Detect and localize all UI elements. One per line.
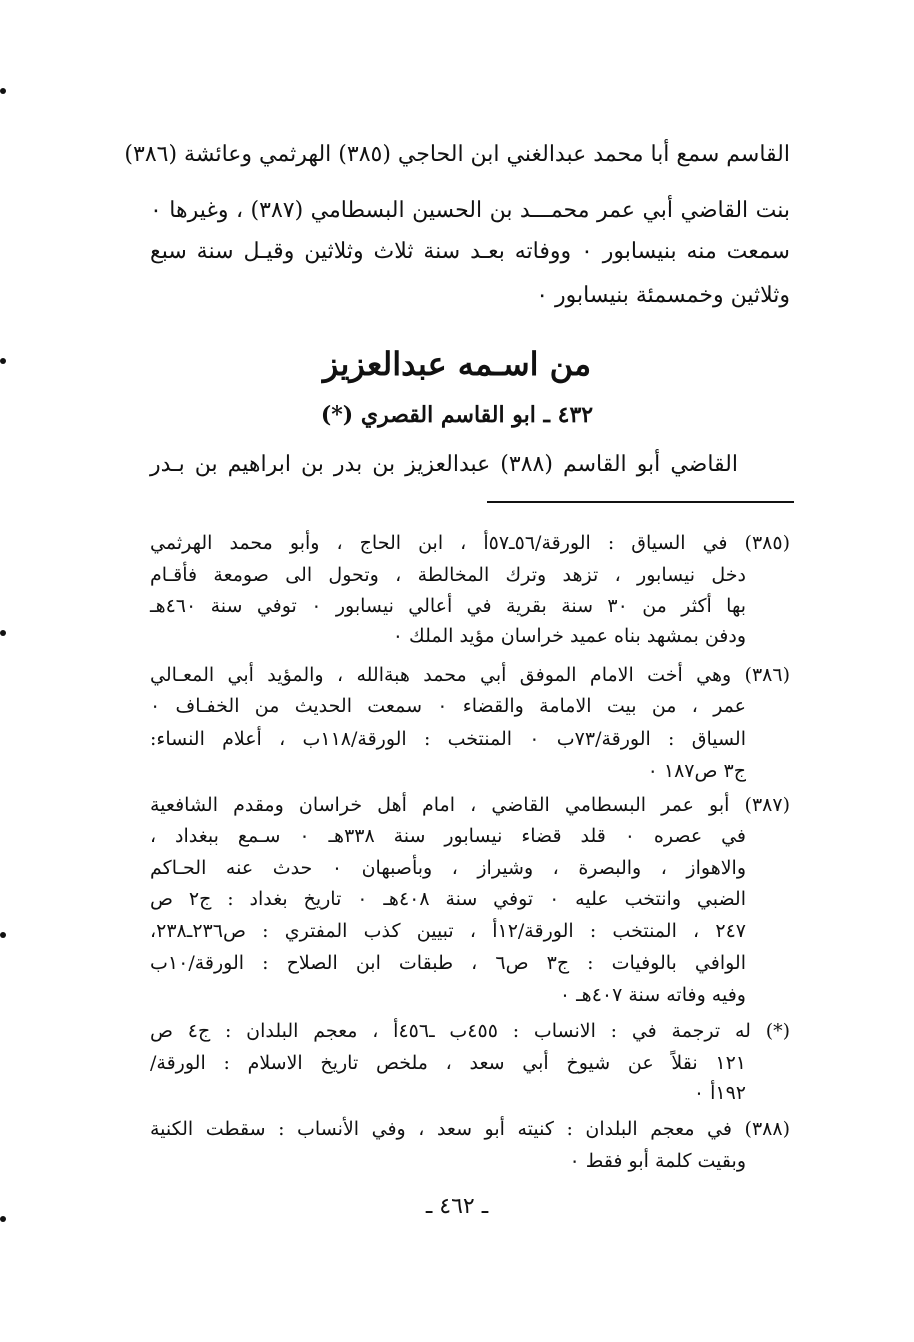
footnote-line: دخل نيسابور ، تزهد وترك المخالطة ، وتحول الى صومعة فأقـام (150, 564, 746, 586)
footnote-line: (٣٨٦) وهي أخت الامام الموفق أبي محمد هبةالله ، والمؤيد أبي المعـالي (150, 664, 790, 686)
entry-line: القاضي أبو القاسم (٣٨٨) عبدالعزيز بن بدر بن ابراهيم بن بـدر (150, 452, 738, 477)
section-heading: من اسـمه عبدالعزيز (322, 345, 592, 383)
footnote-line: (٣٨٨) في معجم البلدان : كنيته أبو سعد ، وفي الأنساب : سقطت الكنية (150, 1118, 790, 1140)
footnote-line: وبقيت كلمة أبو فقط ٠ (569, 1150, 746, 1172)
body-line: سمعت منه بنيسابور ٠ ووفاته بعـد سنة ثلاث وثلاثين وقيـل سنة سبع (150, 239, 790, 264)
footnote-line: الوافي بالوفيات : ج٣ ص٦ ، طبقات ابن الصلاح : الورقة/١٠ب (150, 952, 746, 974)
binder-hole-mark (0, 88, 6, 94)
body-line: وثلاثين وخمسمئة بنيسابور ٠ (536, 283, 790, 308)
footnote-line: عمر ، من بيت الامامة والقضاء ٠ سمعت الحديث من الخفـاف ٠ (150, 695, 746, 717)
entry-heading: ٤٣٢ ـ ابو القاسم القصري (*) (320, 402, 594, 428)
footnote-line: ٢٤٧ ، المنتخب : الورقة/١٢أ ، تبيين كذب المفتري : ص٢٣٦ـ٢٣٨، (150, 920, 746, 942)
footnote-line: ج٣ ص١٨٧ ٠ (647, 760, 746, 782)
footnote-line: (٣٨٧) أبو عمر البسطامي القاضي ، امام أهل خراسان ومقدم الشافعية (150, 794, 790, 816)
body-line: بنت القاضي أبي عمر محمـــد بن الحسين البسطامي (٣٨٧) ، وغيرها ٠ (150, 198, 791, 223)
footnote-separator (487, 501, 794, 503)
body-line: القاسم سمع أبا محمد عبدالغني ابن الحاجي (٣٨٥) الهرثمي وعائشة (٣٨٦) (124, 142, 790, 167)
footnote-line: ١٢١ نقلاً عن شيوخ أبي سعد ، ملخص تاريخ الاسلام : الورقة/ (150, 1052, 746, 1074)
footnote-line: ودفن بمشهد بناه عميد خراسان مؤيد الملك ٠ (392, 625, 746, 647)
footnote-line: السياق : الورقة/٧٣ب ٠ المنتخب : الورقة/١١٨ب ، أعلام النساء: (150, 728, 746, 750)
binder-hole-mark (0, 932, 6, 938)
page-number: ـ ٤٦٢ ـ (425, 1194, 489, 1219)
footnote-line: (٣٨٥) في السياق : الورقة/٥٦ـ٥٧أ ، ابن الحاج ، وأبو محمد الهرثمي (150, 532, 790, 554)
footnote-line: (*) له ترجمة في : الانساب : ٤٥٥ب ـ٤٥٦أ ، معجم البلدان : ج٤ ص (150, 1020, 791, 1042)
footnote-line: ١٩٢أ ٠ (693, 1082, 746, 1104)
footnote-line: الضبي وانتخب عليه ٠ توفي سنة ٤٠٨هـ ٠ تاريخ بغداد : ج٢ ص (150, 888, 746, 910)
footnote-line: في عصره ٠ قلد قضاء نيسابور سنة ٣٣٨هـ ٠ سـمع ببغداد ، (150, 825, 746, 847)
footnote-line: بها أكثر من ٣٠ سنة بقرية في أعالي نيسابور ٠ توفي سنة ٤٦٠هـ (150, 595, 746, 617)
footnote-line: والاهواز ، والبصرة ، وشيراز ، وبأصبهان ٠ حدث عنه الحـاكم (150, 857, 746, 879)
binder-hole-mark (0, 630, 6, 636)
footnote-line: وفيه وفاته سنة ٤٠٧هـ ٠ (559, 984, 746, 1006)
